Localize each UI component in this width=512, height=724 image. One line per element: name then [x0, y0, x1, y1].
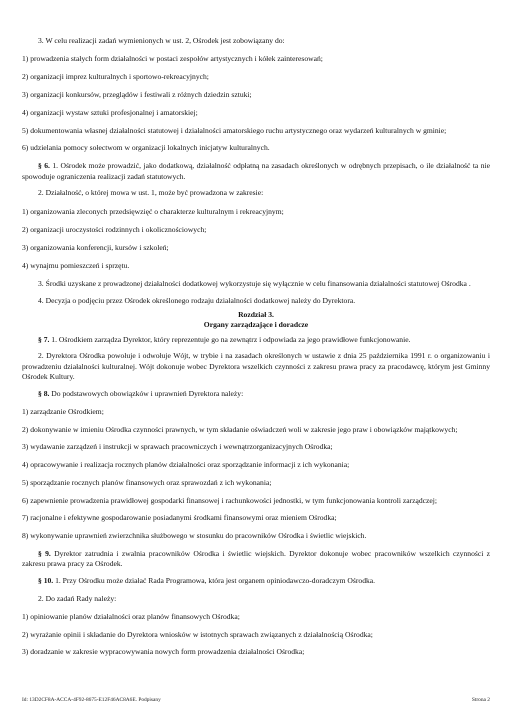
list-item: 4) opracowywanie i realizacja rocznych planów działalności oraz sporządzanie informacji z ich wykonania; [22, 459, 350, 469]
list-item: 5) dokumentowania własnej działalności statutowej i działalności amatorskiego ruchu artystycznego oraz wydarzeń kulturalnych w gminie; [22, 126, 447, 136]
paragraph-text: 1. Ośrodek może prowadzić, jako dodatkową, działalność odpłatną na zasadach określonych w odrębnych przepisach, o ile działalność ta nie spowoduje ograniczenia realizacji zadań statutowych. [22, 161, 491, 181]
paragraph-10 [22, 576, 490, 587]
section-sign: § 7. [38, 334, 50, 344]
chapter-heading: Rozdział 3. [238, 310, 274, 320]
section-sign: § 6. [38, 161, 50, 171]
list-item: 3) wydawanie zarządzeń i instrukcji w sprawach pracowniczych i wewnątrzorganizacyjnych Ośrodka; [22, 441, 333, 451]
document-id: Id: 13D2CF8A-ACCA-4F92-8675-E12F46AC8A6E. Podpisany [22, 697, 161, 703]
list-item: 3) organizowania konferencji, kursów i szkoleń; [22, 242, 169, 252]
paragraph-6 [22, 161, 490, 182]
paragraph-text: Dyrektor zatrudnia i zwalnia pracowników Ośrodka i świetlic wiejskich. Dyrektor dokonuje wobec pracowników wszelkich czynności z zakresu prawa pracy za Ośrodek. [22, 548, 490, 569]
paragraph: 2. Do zadań Rady należy: [38, 594, 117, 604]
list-item: 1) prowadzenia stałych form działalności w postaci zespołów artystycznych i kółek zainteresowań; [22, 54, 323, 64]
paragraph: 2. Działalność, o której mowa w ust. 1, może być prowadzona w zakresie: [38, 188, 264, 198]
paragraph-text: 1. Ośrodkiem zarządza Dyrektor, który reprezentuje go na zewnątrz i odpowiada za jego prawidłowe funkcjonowanie. [49, 334, 411, 344]
chapter-title: Organy zarządzające i doradcze [203, 320, 309, 330]
paragraph: 3. Środki uzyskane z prowadzonej działalności dodatkowej wykorzystuje się wyłącznie w celu finansowania działalności statutowej Ośrodka . [38, 278, 471, 288]
list-item: 1) zarządzanie Ośrodkiem; [22, 406, 104, 416]
list-item: 2) organizacji imprez kulturalnych i sportowo-rekreacyjnych; [22, 72, 209, 82]
page-number: Strona 2 [471, 697, 490, 703]
list-item: 4) wynajmu pomieszczeń i sprzętu. [22, 260, 130, 270]
section-sign: § 8. [38, 388, 50, 398]
paragraph-8 [22, 389, 490, 400]
paragraph: 2. Dyrektora Ośrodka powołuje i odwołuje Wójt, w trybie i na zasadach określonych w ustawie z dnia 25 października 1991 r. o organizowaniu i prowadzeniu działalności kulturalnej. Wójt dokonuje wobec Dyrektora wszelkich czynności z zakresu prawa pracy za pracodawcę, którym jest Gminny Ośrodek Kultury. [22, 351, 490, 382]
section-sign: § 10. [38, 576, 54, 586]
paragraph-9 [22, 549, 490, 570]
list-item: 3) organizacji konkursów, przeglądów i festiwali z różnych dziedzin sztuki; [22, 90, 252, 100]
paragraph-7 [22, 335, 490, 346]
list-item: 1) opiniowanie planów działalności oraz planów finansowych Ośrodka; [22, 612, 240, 622]
list-item: 5) sporządzanie rocznych planów finansowych oraz sprawozdań z ich wykonania; [22, 477, 272, 487]
list-item: 8) wykonywanie uprawnień zwierzchnika służbowego w stosunku do pracowników Ośrodka i świetlic wiejskich. [22, 530, 367, 540]
paragraph: 4. Decyzja o podjęciu przez Ośrodek określonego rodzaju działalności dodatkowej należy do Dyrektora. [38, 295, 356, 305]
page-footer [22, 697, 490, 704]
paragraph-text: Do podstawowych obowiązków i uprawnień Dyrektora należy: [49, 388, 244, 398]
list-item: 2) wyrażanie opinii i składanie do Dyrektora wniosków w istotnych sprawach związanych z działalnością Ośrodka; [22, 630, 373, 640]
paragraph: 3. W celu realizacji zadań wymienionych w ust. 2, Ośrodek jest zobowiązany do: [38, 36, 285, 45]
list-item: 2) dokonywanie w imieniu Ośrodka czynności prawnych, w tym składanie oświadczeń woli w zakresie jego praw i obowiązków majątkowych; [22, 425, 458, 435]
list-item: 4) organizacji wystaw sztuki profesjonalnej i amatorskiej; [22, 108, 198, 118]
section-sign: § 9. [38, 548, 51, 558]
document-body [22, 36, 490, 665]
list-item: 7) racjonalne i efektywne gospodarowanie posiadanymi środkami finansowymi oraz mieniem Ośrodka; [22, 512, 337, 522]
list-item: 3) doradzanie w zakresie wypracowywania nowych form prowadzenia działalności Ośrodka; [22, 647, 305, 657]
list-item: 2) organizacji uroczystości rodzinnych i okolicznościowych; [22, 224, 207, 234]
list-item: 6) zapewnienie prowadzenia prawidłowej gospodarki finansowej i rachunkowości jednostki, w tym funkcjonowania kontroli zarządczej; [22, 496, 437, 506]
list-item: 1) organizowania zleconych przedsięwzięć o charakterze kulturalnym i rekreacyjnym; [22, 206, 284, 216]
paragraph-text: 1. Przy Ośrodku może działać Rada Programowa, która jest organem opiniodawczo-doradczym Ośrodka. [53, 576, 376, 586]
list-item: 6) udzielania pomocy sołectwom w organizacji lokalnych inicjatyw kulturalnych. [22, 143, 270, 153]
